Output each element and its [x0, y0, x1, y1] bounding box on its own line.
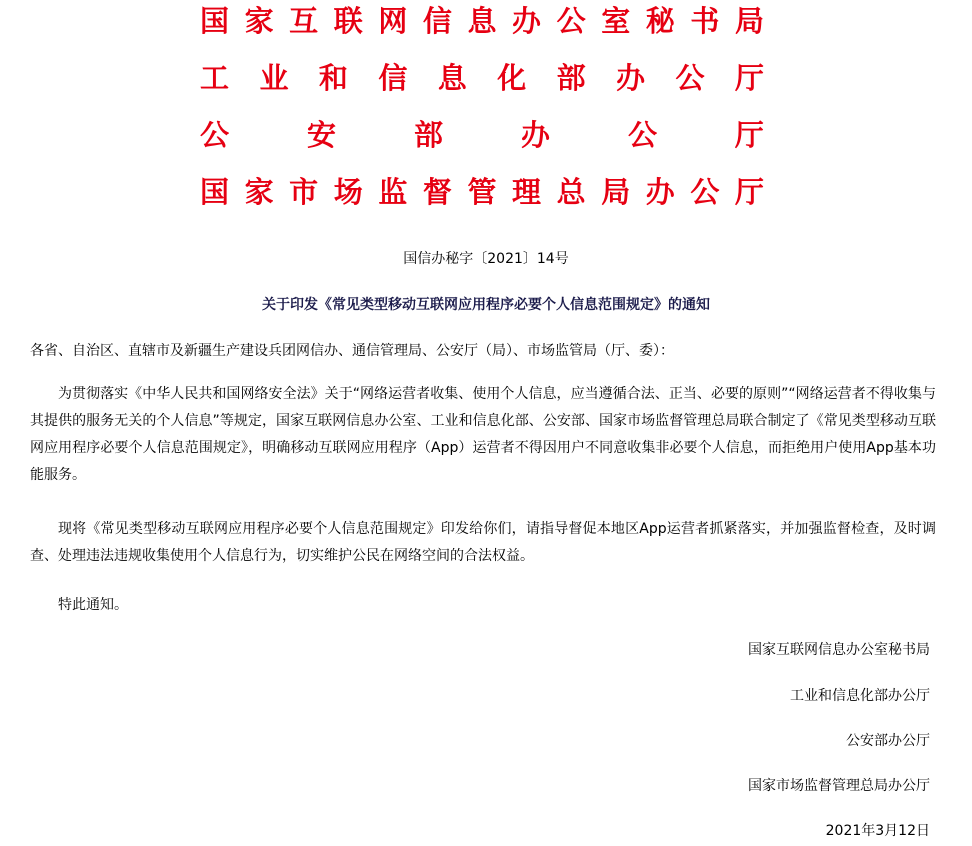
letterhead-line-1	[200, 5, 764, 37]
letterhead-char: 局	[734, 4, 764, 38]
letterhead-char: 家	[244, 4, 274, 38]
letterhead-char: 公	[627, 118, 657, 152]
body-paragraph-2: 现将《常见类型移动互联网应用程序必要个人信息范围规定》印发给你们，请指导督促本地区App运营者抓紧落实，并加强监督检查，及时调查、处理违法违规收集使用个人信息行为，切实维护公民在网络空间的合法权益。	[30, 521, 936, 564]
document-title: 关于印发《常见类型移动互联网应用程序必要个人信息范围规定》的通知	[262, 297, 710, 313]
letterhead-char: 公	[200, 118, 230, 152]
letterhead-char: 工	[200, 61, 230, 95]
letterhead-char: 息	[437, 61, 467, 95]
letterhead-char: 室	[601, 4, 631, 38]
letterhead-char: 办	[512, 4, 542, 38]
letterhead-line-2	[200, 62, 764, 94]
letterhead-char: 公	[675, 61, 705, 95]
letterhead-char: 公	[556, 4, 586, 38]
letterhead-char: 总	[556, 175, 586, 209]
letterhead-char: 化	[497, 61, 527, 95]
letterhead-char: 办	[616, 61, 646, 95]
document-number: 国信办秘字〔2021〕14号	[403, 251, 569, 267]
letterhead-char: 部	[556, 61, 586, 95]
signature-1: 国家互联网信息办公室秘书局	[748, 642, 930, 658]
letterhead-char: 安	[306, 118, 336, 152]
issue-date: 2021年3月12日	[825, 823, 930, 839]
body-paragraph-3: 特此通知。	[58, 597, 128, 613]
body-paragraph-1: 为贯彻落实《中华人民共和国网络安全法》关于“网络运营者收集、使用个人信息，应当遵循合法、正当、必要的原则”“网络运营者不得收集与其提供的服务无关的个人信息”等规定，国家互联网信息办公室、工业和信息化部、公安部、国家市场监督管理总局联合制定了《常见类型移动互联网应用程序必要个人信息范围规定》，明确移动互联网应用程序（App）运营者不得因用户不同意收集非必要个人信息，而拒绝用户使用App基本功能服务。	[30, 386, 936, 483]
letterhead-char: 秘	[645, 4, 675, 38]
letterhead-char: 督	[422, 175, 452, 209]
letterhead-char: 信	[422, 4, 452, 38]
letterhead-char: 信	[378, 61, 408, 95]
letterhead-char: 厅	[734, 118, 764, 152]
letterhead-char: 息	[467, 4, 497, 38]
signature-2: 工业和信息化部办公厅	[790, 688, 930, 704]
letterhead-char: 管	[467, 175, 497, 209]
letterhead-char: 部	[413, 118, 443, 152]
letterhead-char: 书	[690, 4, 720, 38]
letterhead-char: 国	[200, 4, 230, 38]
letterhead-char: 和	[318, 61, 348, 95]
letterhead-char: 网	[378, 4, 408, 38]
letterhead-char: 理	[512, 175, 542, 209]
signature-3: 公安部办公厅	[846, 733, 930, 749]
letterhead-char: 办	[645, 175, 675, 209]
letterhead-char: 厅	[734, 175, 764, 209]
letterhead-line-3	[200, 119, 764, 151]
letterhead-char: 办	[520, 118, 550, 152]
letterhead-char: 局	[601, 175, 631, 209]
letterhead-char: 家	[244, 175, 274, 209]
letterhead-char: 场	[333, 175, 363, 209]
letterhead-char: 互	[289, 4, 319, 38]
letterhead-char: 公	[690, 175, 720, 209]
letterhead-char: 监	[378, 175, 408, 209]
letterhead-char: 业	[259, 61, 289, 95]
letterhead-char: 国	[200, 175, 230, 209]
letterhead-char: 厅	[734, 61, 764, 95]
addressee: 各省、自治区、直辖市及新疆生产建设兵团网信办、通信管理局、公安厅（局）、市场监管局（厅、委）：	[30, 343, 674, 359]
signature-4: 国家市场监督管理总局办公厅	[748, 778, 930, 794]
letterhead-line-4	[200, 176, 764, 208]
letterhead	[200, 0, 764, 233]
letterhead-char: 联	[333, 4, 363, 38]
letterhead-char: 市	[289, 175, 319, 209]
